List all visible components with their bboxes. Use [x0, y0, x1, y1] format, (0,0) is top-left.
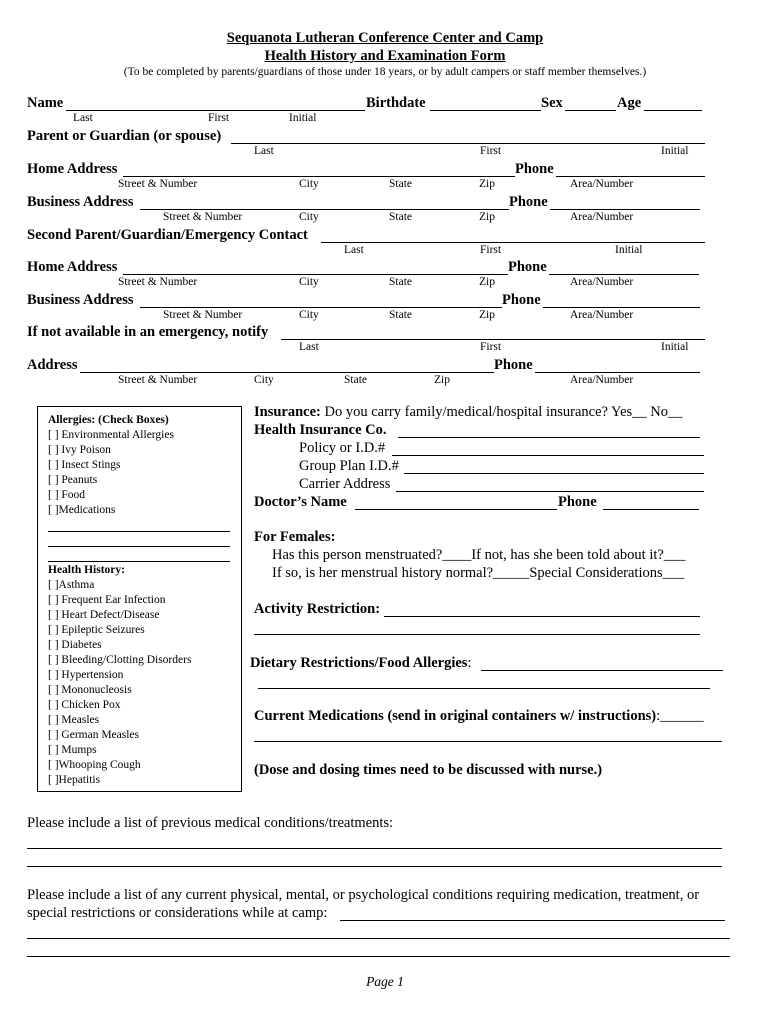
allergy-checkbox[interactable]: [ ] Food [48, 489, 86, 501]
home-phone-field[interactable] [556, 176, 705, 177]
dosing-note: (Dose and dosing times need to be discussed with nurse.) [254, 762, 603, 778]
history-checkbox[interactable]: [ ] Measles [48, 714, 100, 726]
caption-initial: Initial [661, 145, 689, 157]
dietary-colon: : [467, 655, 472, 671]
menstruation-question[interactable]: Has this person menstruated?____If not, has she been told about it?___ [272, 547, 686, 563]
activity-restriction-field[interactable] [384, 616, 700, 617]
address-phone-label: Phone [494, 357, 533, 373]
previous-conditions-line[interactable] [27, 848, 722, 849]
allergy-checkbox[interactable]: [ ]Medications [48, 504, 116, 516]
caption-zip: Zip [479, 309, 495, 321]
caption-area-number: Area/Number [570, 178, 634, 190]
allergy-checkbox[interactable]: [ ] Environmental Allergies [48, 429, 174, 441]
current-conditions-line[interactable] [27, 956, 730, 957]
history-checkbox[interactable]: [ ]Hepatitis [48, 774, 101, 786]
second-parent-field[interactable] [321, 242, 705, 243]
history-checkbox[interactable]: [ ] Heart Defect/Disease [48, 609, 160, 621]
caption-zip: Zip [479, 211, 495, 223]
emergency-notify-label: If not available in an emergency, notify [27, 324, 269, 340]
history-checkbox[interactable]: [ ]Asthma [48, 579, 95, 591]
current-conditions-label: Please include a list of any current physical, mental, or psychological conditions requiring medication, treatment, or [27, 887, 700, 903]
business-address-label: Business Address [27, 194, 134, 210]
caption-city: City [254, 374, 274, 386]
page-number: Page 1 [366, 974, 404, 989]
birthdate-field[interactable] [430, 110, 541, 111]
caption-first: First [480, 244, 502, 256]
insurance-label: Insurance: [254, 404, 321, 420]
business-phone-label: Phone [509, 194, 548, 210]
caption-zip: Zip [479, 276, 495, 288]
caption-first: First [480, 341, 502, 353]
history-checkbox[interactable]: [ ] Mononucleosis [48, 684, 132, 696]
caption-street: Street & Number [118, 276, 198, 288]
name-field[interactable] [66, 110, 365, 111]
history-checkbox[interactable]: [ ] Epileptic Seizures [48, 624, 145, 636]
history-checkbox[interactable]: [ ] Frequent Ear Infection [48, 594, 166, 606]
doctor-name-label: Doctor’s Name [254, 494, 347, 510]
form-instructions: (To be completed by parents/guardians of those under 18 years, or by adult campers or staff member themselves.) [123, 66, 647, 78]
name-label: Name [27, 95, 64, 111]
allergy-other-line[interactable] [48, 561, 230, 562]
second-parent-label: Second Parent/Guardian/Emergency Contact [27, 227, 308, 243]
sex-field[interactable] [565, 110, 616, 111]
birthdate-label: Birthdate [366, 95, 426, 111]
home-address-field[interactable] [123, 176, 515, 177]
caption-city: City [299, 276, 319, 288]
caption-state: State [389, 211, 412, 223]
business-phone-2-field[interactable] [543, 307, 700, 308]
history-checkbox[interactable]: [ ] Bleeding/Clotting Disorders [48, 654, 192, 666]
menstrual-history-question[interactable]: If so, is her menstrual history normal?_____Special Considerations___ [272, 565, 685, 581]
dietary-restrictions-field[interactable] [481, 670, 723, 671]
home-phone-label: Phone [515, 161, 554, 177]
policy-id-label: Policy or I.D.# [299, 440, 386, 456]
history-checkbox[interactable]: [ ]Whooping Cough [48, 759, 141, 771]
caption-last: Last [254, 145, 274, 157]
history-checkbox[interactable]: [ ] Diabetes [48, 639, 102, 651]
insurance-question-text: Do you carry family/medical/hospital insurance? Yes__ No__ [324, 404, 683, 420]
history-checkbox[interactable]: [ ] German Measles [48, 729, 140, 741]
caption-street: Street & Number [118, 178, 198, 190]
carrier-address-label: Carrier Address [299, 476, 391, 492]
caption-state: State [344, 374, 367, 386]
home-address-label: Home Address [27, 161, 118, 177]
activity-restriction-field-2[interactable] [254, 634, 700, 635]
address-phone-field[interactable] [535, 372, 700, 373]
doctor-name-field[interactable] [355, 509, 557, 510]
allergy-other-line[interactable] [48, 546, 230, 547]
allergy-checkbox[interactable]: [ ] Ivy Poison [48, 444, 111, 456]
caption-first: First [208, 112, 230, 124]
caption-first: First [480, 145, 502, 157]
allergy-checkbox[interactable]: [ ] Peanuts [48, 474, 98, 486]
business-address-2-label: Business Address [27, 292, 134, 308]
caption-state: State [389, 309, 412, 321]
current-conditions-field[interactable] [340, 920, 725, 921]
form-title: Health History and Examination Form [264, 48, 506, 64]
caption-street: Street & Number [163, 211, 243, 223]
current-conditions-label-2: special restrictions or considerations while at camp: [27, 905, 328, 921]
current-conditions-line[interactable] [27, 938, 730, 939]
health-history-heading: Health History: [48, 564, 125, 576]
current-medications-row [254, 708, 704, 725]
health-insurance-field[interactable] [398, 437, 700, 438]
medical-checklist-box [37, 406, 242, 792]
allergy-checkbox[interactable]: [ ] Insect Stings [48, 459, 121, 471]
age-label: Age [617, 95, 642, 111]
home-phone-2-label: Phone [508, 259, 547, 275]
business-address-2-field[interactable] [140, 307, 502, 308]
caption-area-number: Area/Number [570, 374, 634, 386]
history-checkbox[interactable]: [ ] Mumps [48, 744, 97, 756]
home-phone-2-field[interactable] [549, 274, 699, 275]
caption-initial: Initial [289, 112, 317, 124]
caption-city: City [299, 178, 319, 190]
caption-area-number: Area/Number [570, 276, 634, 288]
form-org-title: Sequanota Lutheran Conference Center and Camp [226, 30, 544, 46]
current-medications-field-2[interactable] [254, 741, 722, 742]
previous-conditions-line[interactable] [27, 866, 722, 867]
dietary-restrictions-row [250, 655, 471, 672]
females-heading: For Females: [254, 529, 336, 545]
caption-initial: Initial [661, 341, 689, 353]
caption-last: Last [299, 341, 319, 353]
caption-area-number: Area/Number [570, 309, 634, 321]
caption-city: City [299, 309, 319, 321]
carrier-address-field[interactable] [396, 491, 704, 492]
parent-guardian-label: Parent or Guardian (or spouse) [27, 128, 222, 144]
caption-last: Last [73, 112, 93, 124]
history-checkbox[interactable]: [ ] Hypertension [48, 669, 124, 681]
caption-initial: Initial [615, 244, 643, 256]
address-label: Address [27, 357, 78, 373]
caption-zip: Zip [434, 374, 450, 386]
sex-label: Sex [541, 95, 563, 111]
current-medications-label: Current Medications (send in original containers w/ instructions) [254, 708, 657, 724]
insurance-question [254, 404, 683, 421]
policy-id-field[interactable] [392, 455, 704, 456]
group-plan-label: Group Plan I.D.# [299, 458, 399, 474]
dietary-restrictions-label: Dietary Restrictions/Food Allergies [250, 655, 468, 671]
business-phone-field[interactable] [550, 209, 700, 210]
activity-restriction-label: Activity Restriction: [254, 601, 381, 617]
history-checkbox[interactable]: [ ] Chicken Pox [48, 699, 121, 711]
age-field[interactable] [644, 110, 702, 111]
business-phone-2-label: Phone [502, 292, 541, 308]
caption-area-number: Area/Number [570, 211, 634, 223]
parent-guardian-field[interactable] [231, 143, 705, 144]
home-address-2-label: Home Address [27, 259, 118, 275]
caption-state: State [389, 276, 412, 288]
health-insurance-label: Health Insurance Co. [254, 422, 387, 438]
caption-street: Street & Number [118, 374, 198, 386]
current-medications-blank[interactable]: :______ [656, 708, 704, 724]
dietary-restrictions-field-2[interactable] [258, 688, 710, 689]
doctor-phone-field[interactable] [603, 509, 699, 510]
caption-last: Last [344, 244, 364, 256]
emergency-notify-field[interactable] [281, 339, 705, 340]
doctor-phone-label: Phone [558, 494, 597, 510]
allergies-heading: Allergies: (Check Boxes) [48, 414, 169, 426]
caption-street: Street & Number [163, 309, 243, 321]
business-address-field[interactable] [140, 209, 509, 210]
previous-conditions-label: Please include a list of previous medical conditions/treatments: [27, 815, 394, 831]
group-plan-field[interactable] [404, 473, 704, 474]
allergy-other-line[interactable] [48, 531, 230, 532]
caption-zip: Zip [479, 178, 495, 190]
home-address-2-field[interactable] [123, 274, 508, 275]
address-field[interactable] [80, 372, 494, 373]
caption-city: City [299, 211, 319, 223]
caption-state: State [389, 178, 412, 190]
